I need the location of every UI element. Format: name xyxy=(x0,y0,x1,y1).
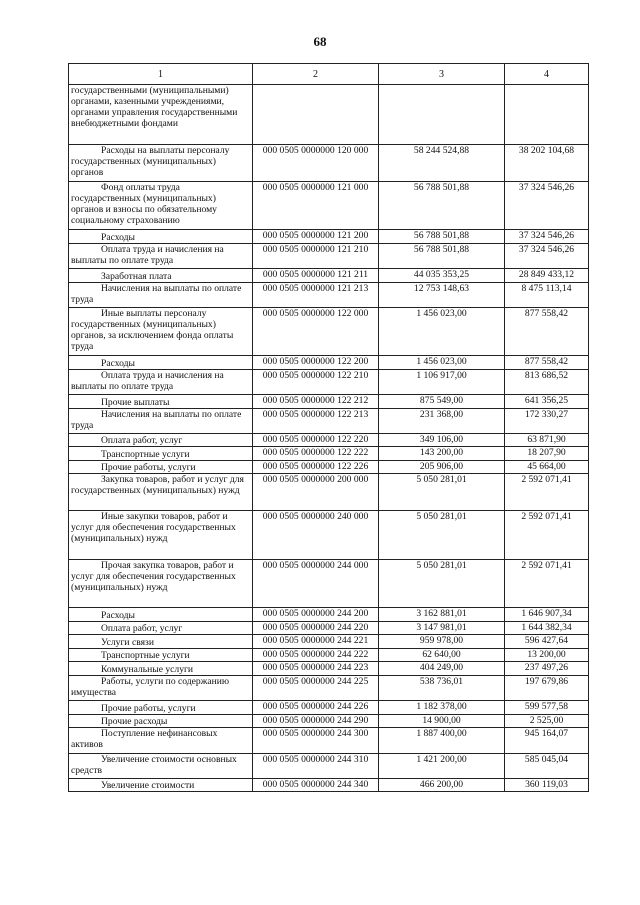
table-row xyxy=(69,511,589,559)
row-value-1-cell: 143 200,00 xyxy=(379,447,505,461)
row-name-cell: Оплата труда и начисления на выплаты по оплате труда xyxy=(69,243,253,268)
row-value-2-cell: 1 646 907,34 xyxy=(505,608,589,622)
row-name-cell: Прочие расходы xyxy=(69,714,253,728)
row-value-2-cell: 945 164,07 xyxy=(505,728,589,753)
row-name-cell: Оплата работ, услуг xyxy=(69,433,253,447)
row-value-2-cell: 45 664,00 xyxy=(505,460,589,474)
table-row xyxy=(69,460,589,474)
row-value-1-cell: 1 106 917,00 xyxy=(379,369,505,394)
table-row xyxy=(69,559,589,607)
table-row xyxy=(69,474,589,511)
row-code-cell: 000 0505 0000000 122 213 xyxy=(253,408,379,433)
row-name-cell: Прочие работы, услуги xyxy=(69,701,253,715)
row-value-2-cell: 585 045,04 xyxy=(505,753,589,778)
row-value-2-cell: 37 324 546,26 xyxy=(505,243,589,268)
row-name-cell: Расходы на выплаты персоналу государственных (муниципальных) органов xyxy=(69,145,253,182)
row-value-1-cell: 56 788 501,88 xyxy=(379,243,505,268)
row-value-2-cell: 1 644 382,34 xyxy=(505,621,589,635)
row-value-1-cell: 62 640,00 xyxy=(379,648,505,662)
row-value-2-cell: 237 497,26 xyxy=(505,662,589,676)
row-value-2-cell: 8 475 113,14 xyxy=(505,282,589,307)
table-row xyxy=(69,394,589,408)
table-row xyxy=(69,408,589,433)
table-row xyxy=(69,648,589,662)
row-value-1-cell xyxy=(379,85,505,145)
row-value-2-cell: 63 871,90 xyxy=(505,433,589,447)
row-value-1-cell: 466 200,00 xyxy=(379,778,505,792)
row-name-cell: Оплата труда и начисления на выплаты по оплате труда xyxy=(69,369,253,394)
row-name-cell: Иные закупки товаров, работ и услуг для обеспечения государственных (муниципальных) нужд xyxy=(69,511,253,559)
row-code-cell: 000 0505 0000000 120 000 xyxy=(253,145,379,182)
row-value-1-cell: 538 736,01 xyxy=(379,676,505,701)
row-code-cell: 000 0505 0000000 122 200 xyxy=(253,356,379,370)
row-code-cell: 000 0505 0000000 244 226 xyxy=(253,701,379,715)
table-header-row xyxy=(69,64,589,85)
table-row xyxy=(69,662,589,676)
row-code-cell: 000 0505 0000000 122 222 xyxy=(253,447,379,461)
row-code-cell: 000 0505 0000000 122 226 xyxy=(253,460,379,474)
table-row xyxy=(69,676,589,701)
row-value-1-cell: 5 050 281,01 xyxy=(379,559,505,607)
row-value-2-cell: 28 849 433,12 xyxy=(505,268,589,282)
row-value-2-cell: 2 592 071,41 xyxy=(505,511,589,559)
row-value-1-cell: 1 421 200,00 xyxy=(379,753,505,778)
row-value-1-cell: 5 050 281,01 xyxy=(379,474,505,511)
row-code-cell: 000 0505 0000000 244 340 xyxy=(253,778,379,792)
row-value-1-cell: 959 978,00 xyxy=(379,635,505,649)
row-value-2-cell: 172 330,27 xyxy=(505,408,589,433)
header-col-4: 4 xyxy=(505,64,589,85)
table-row xyxy=(69,307,589,355)
row-value-2-cell: 37 324 546,26 xyxy=(505,230,589,244)
row-value-1-cell: 3 162 881,01 xyxy=(379,608,505,622)
header-col-2: 2 xyxy=(253,64,379,85)
row-value-1-cell: 205 906,00 xyxy=(379,460,505,474)
row-code-cell: 000 0505 0000000 244 290 xyxy=(253,714,379,728)
row-name-cell: Поступление нефинансовых активов xyxy=(69,728,253,753)
row-value-2-cell: 877 558,42 xyxy=(505,307,589,355)
row-value-1-cell: 3 147 981,01 xyxy=(379,621,505,635)
row-code-cell: 000 0505 0000000 200 000 xyxy=(253,474,379,511)
row-value-1-cell: 349 106,00 xyxy=(379,433,505,447)
table-row xyxy=(69,714,589,728)
row-name-cell: Заработная плата xyxy=(69,268,253,282)
row-value-1-cell: 1 182 378,00 xyxy=(379,701,505,715)
page-number: 68 xyxy=(313,34,327,49)
row-name-cell: Иные выплаты персоналу государственных (муниципальных) органов, за исключением фонда оплаты труда xyxy=(69,307,253,355)
row-name-cell: государственными (муниципальными) органами, казенными учреждениями, органами управления государственными внебюджетными фондами xyxy=(69,85,253,145)
table-row xyxy=(69,230,589,244)
table-row xyxy=(69,181,589,229)
row-name-cell: Расходы xyxy=(69,356,253,370)
row-code-cell: 000 0505 0000000 244 220 xyxy=(253,621,379,635)
table-row xyxy=(69,282,589,307)
row-code-cell: 000 0505 0000000 121 213 xyxy=(253,282,379,307)
table-row xyxy=(69,433,589,447)
row-value-1-cell: 58 244 524,88 xyxy=(379,145,505,182)
row-name-cell: Увеличение стоимости xyxy=(69,778,253,792)
table-row xyxy=(69,728,589,753)
row-code-cell: 000 0505 0000000 240 000 xyxy=(253,511,379,559)
header-col-1: 1 xyxy=(69,64,253,85)
row-name-cell: Транспортные услуги xyxy=(69,648,253,662)
row-name-cell: Работы, услуги по содержанию имущества xyxy=(69,676,253,701)
row-name-cell: Начисления на выплаты по оплате труда xyxy=(69,408,253,433)
row-name-cell: Прочая закупка товаров, работ и услуг для обеспечения государственных (муниципальных) нужд xyxy=(69,559,253,607)
table-row xyxy=(69,243,589,268)
row-value-1-cell: 1 456 023,00 xyxy=(379,307,505,355)
budget-table-body xyxy=(69,64,589,792)
row-value-1-cell: 404 249,00 xyxy=(379,662,505,676)
row-value-1-cell: 44 035 353,25 xyxy=(379,268,505,282)
row-value-2-cell: 641 356,25 xyxy=(505,394,589,408)
row-code-cell: 000 0505 0000000 122 210 xyxy=(253,369,379,394)
row-code-cell: 000 0505 0000000 121 211 xyxy=(253,268,379,282)
row-code-cell: 000 0505 0000000 121 000 xyxy=(253,181,379,229)
table-row xyxy=(69,753,589,778)
row-code-cell: 000 0505 0000000 244 200 xyxy=(253,608,379,622)
row-name-cell: Начисления на выплаты по оплате труда xyxy=(69,282,253,307)
row-value-2-cell: 360 119,03 xyxy=(505,778,589,792)
row-value-1-cell: 56 788 501,88 xyxy=(379,230,505,244)
row-value-1-cell: 1 456 023,00 xyxy=(379,356,505,370)
row-name-cell: Фонд оплаты труда государственных (муниципальных) органов и взносы по обязательному социальному страхованию xyxy=(69,181,253,229)
row-name-cell: Прочие выплаты xyxy=(69,394,253,408)
table-row xyxy=(69,701,589,715)
table-row xyxy=(69,356,589,370)
row-value-1-cell: 14 900,00 xyxy=(379,714,505,728)
row-code-cell: 000 0505 0000000 121 200 xyxy=(253,230,379,244)
budget-table xyxy=(68,63,589,792)
row-name-cell: Расходы xyxy=(69,230,253,244)
row-code-cell: 000 0505 0000000 244 000 xyxy=(253,559,379,607)
row-value-2-cell xyxy=(505,85,589,145)
table-row xyxy=(69,268,589,282)
row-name-cell: Услуги связи xyxy=(69,635,253,649)
row-value-2-cell: 18 207,90 xyxy=(505,447,589,461)
row-code-cell: 000 0505 0000000 244 222 xyxy=(253,648,379,662)
table-row xyxy=(69,85,589,145)
table-row xyxy=(69,635,589,649)
row-name-cell: Прочие работы, услуги xyxy=(69,460,253,474)
table-row xyxy=(69,608,589,622)
row-code-cell: 000 0505 0000000 244 221 xyxy=(253,635,379,649)
row-value-2-cell: 37 324 546,26 xyxy=(505,181,589,229)
table-row xyxy=(69,369,589,394)
row-value-1-cell: 5 050 281,01 xyxy=(379,511,505,559)
row-name-cell: Увеличение стоимости основных средств xyxy=(69,753,253,778)
row-value-2-cell: 38 202 104,68 xyxy=(505,145,589,182)
row-value-2-cell: 813 686,52 xyxy=(505,369,589,394)
row-value-2-cell: 2 592 071,41 xyxy=(505,474,589,511)
row-value-2-cell: 2 592 071,41 xyxy=(505,559,589,607)
row-value-2-cell: 2 525,00 xyxy=(505,714,589,728)
row-value-1-cell: 56 788 501,88 xyxy=(379,181,505,229)
row-code-cell: 000 0505 0000000 244 225 xyxy=(253,676,379,701)
row-name-cell: Коммунальные услуги xyxy=(69,662,253,676)
row-code-cell xyxy=(253,85,379,145)
row-name-cell: Расходы xyxy=(69,608,253,622)
row-name-cell: Закупка товаров, работ и услуг для государственных (муниципальных) нужд xyxy=(69,474,253,511)
row-value-1-cell: 1 887 400,00 xyxy=(379,728,505,753)
table-row xyxy=(69,447,589,461)
row-code-cell: 000 0505 0000000 122 212 xyxy=(253,394,379,408)
row-code-cell: 000 0505 0000000 122 000 xyxy=(253,307,379,355)
row-code-cell: 000 0505 0000000 122 220 xyxy=(253,433,379,447)
table-row xyxy=(69,145,589,182)
table-row xyxy=(69,778,589,792)
row-value-1-cell: 12 753 148,63 xyxy=(379,282,505,307)
row-name-cell: Транспортные услуги xyxy=(69,447,253,461)
row-code-cell: 000 0505 0000000 244 223 xyxy=(253,662,379,676)
row-name-cell: Оплата работ, услуг xyxy=(69,621,253,635)
row-code-cell: 000 0505 0000000 244 310 xyxy=(253,753,379,778)
row-value-2-cell: 599 577,58 xyxy=(505,701,589,715)
row-value-2-cell: 596 427,64 xyxy=(505,635,589,649)
row-value-1-cell: 231 368,00 xyxy=(379,408,505,433)
row-value-1-cell: 875 549,00 xyxy=(379,394,505,408)
row-value-2-cell: 13 200,00 xyxy=(505,648,589,662)
row-value-2-cell: 877 558,42 xyxy=(505,356,589,370)
header-col-3: 3 xyxy=(379,64,505,85)
row-value-2-cell: 197 679,86 xyxy=(505,676,589,701)
table-row xyxy=(69,621,589,635)
row-code-cell: 000 0505 0000000 121 210 xyxy=(253,243,379,268)
row-code-cell: 000 0505 0000000 244 300 xyxy=(253,728,379,753)
